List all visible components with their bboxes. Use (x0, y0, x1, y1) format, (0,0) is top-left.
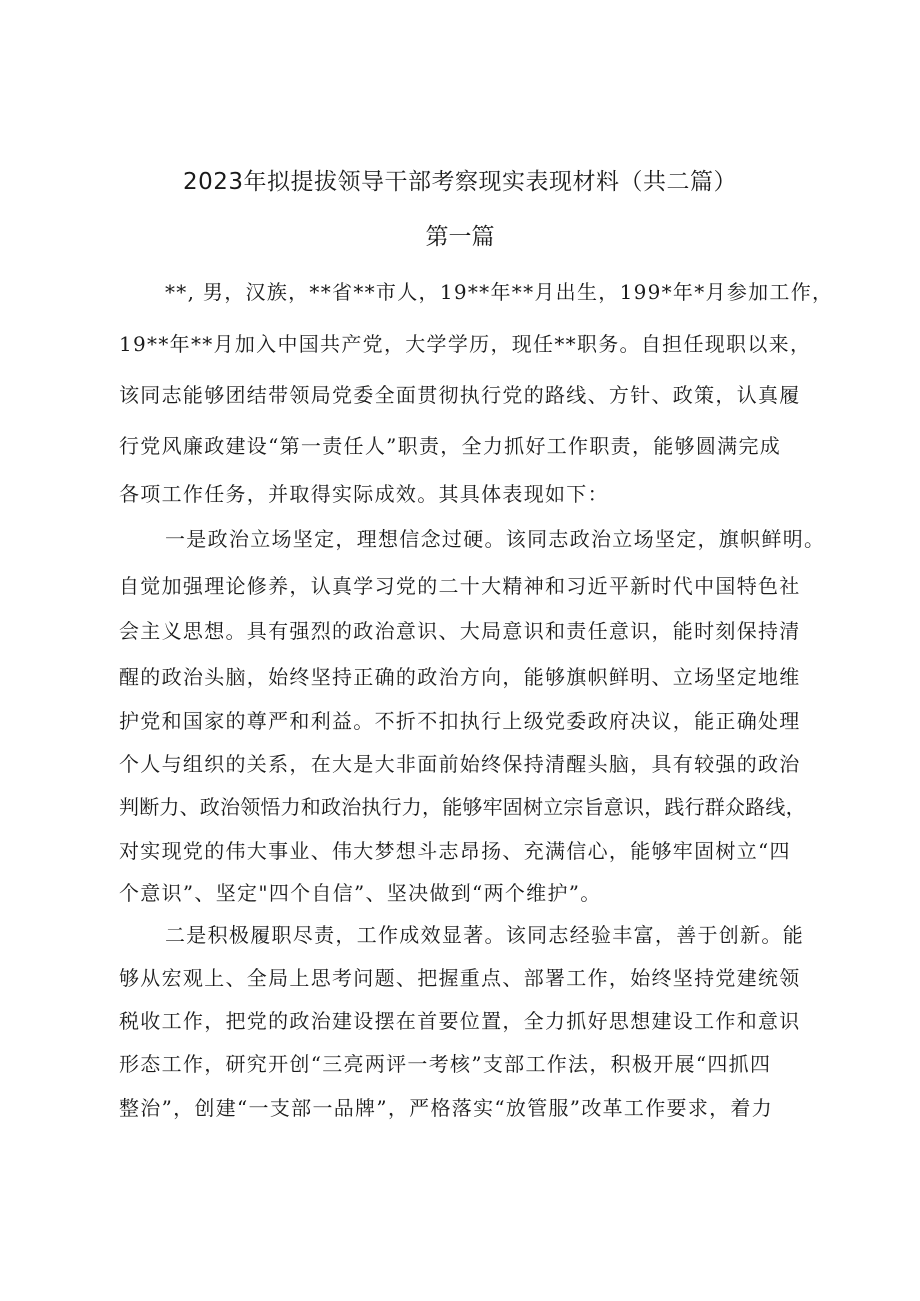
body-line: 行党风廉政建设“第一责任人”职责，全力抓好工作职责，能够圆满完成 (119, 434, 782, 458)
body-line: 形态工作，研究开创“三亮两评一考核”支部工作法，积极开展“四抓四 (119, 1052, 772, 1076)
body-line: 对实现党的伟大事业、伟大梦想斗志昂扬、充满信心，能够牢固树立“四 (119, 839, 791, 863)
body-line: **, 男，汉族，**省**市人，19**年**月出生，199*年*月参加工作， (165, 280, 834, 304)
body-line: 够从宏观上、全局上思考问题、把握重点、部署工作，始终坚持党建统领 (119, 966, 801, 990)
body-line: 自觉加强理论修养，认真学习党的二十大精神和习近平新时代中国特色社 (119, 574, 801, 598)
body-line: 护党和国家的尊严和利益。不折不扣执行上级党委政府决议，能正确处理 (119, 709, 801, 733)
body-line: 判断力、政治领悟力和政治执行力，能够牢固树立宗旨意识，践行群众路线， (119, 795, 806, 819)
body-line: 各项工作任务，并取得实际成效。其具体表现如下： (119, 482, 609, 506)
body-line: 19**年**月加入中国共产党，大学学历，现任**职务。自担任现职以来， (119, 332, 812, 356)
body-line: 个人与组织的关系，在大是大非面前始终保持清醒头脑，具有较强的政治 (119, 752, 801, 776)
body-line: 会主义思想。具有强烈的政治意识、大局意识和责任意识，能时刻保持清 (119, 619, 801, 643)
body-line: 二是积极履职尽责，工作成效显著。该同志经验丰富，善于创新。能 (165, 923, 804, 947)
body-line: 整治”，创建“一支部一品牌”，严格落实“放管服”改革工作要求，着力 (119, 1096, 774, 1120)
body-line: 醒的政治头脑，始终坚持正确的政治方向，能够旗帜鲜明、立场坚定地维 (119, 665, 801, 689)
body-line: 个意识”、坚定"四个自信”、坚决做到“两个维护”。 (119, 881, 602, 905)
document-title: 2023年拟提拔领导干部考察现实表现材料（共二篇） (182, 169, 738, 195)
section-title: 第一篇 (425, 224, 495, 250)
body-line: 该同志能够团结带领局党委全面贯彻执行党的路线、方针、政策，认真履 (119, 383, 801, 407)
body-line: 税收工作，把党的政治建设摆在首要位置，全力抓好思想建设工作和意识 (119, 1009, 801, 1033)
body-line: 一是政治立场坚定，理想信念过硬。该同志政治立场坚定，旗帜鲜明。 (165, 527, 826, 551)
